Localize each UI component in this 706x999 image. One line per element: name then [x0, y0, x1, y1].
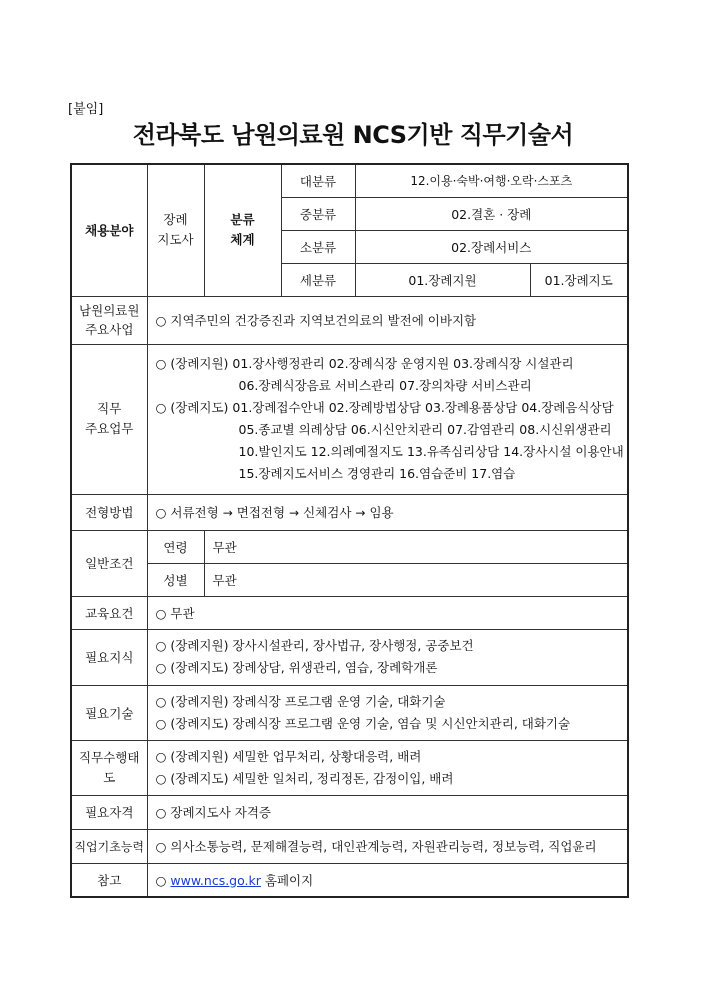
- knowledge-label: 필요지식: [71, 629, 147, 685]
- gender-value: 무관: [204, 563, 628, 596]
- bullet-icon: ○: [155, 805, 167, 820]
- business-value: [147, 296, 628, 344]
- knowledge-line: (장례지도) 장례상담, 위생관리, 염습, 장례학개론: [170, 660, 438, 675]
- duties-value: [147, 344, 628, 494]
- gender-label: 성별: [147, 563, 204, 596]
- education-row: [71, 596, 628, 629]
- duties-label: 직무 주요업무: [71, 344, 147, 494]
- bullet-icon: ○: [155, 313, 167, 328]
- arrow-icon: →: [222, 506, 233, 520]
- qualification-row: [71, 795, 628, 829]
- basic-ability-row: [71, 829, 628, 863]
- knowledge-row: [71, 629, 628, 685]
- skills-row: [71, 685, 628, 740]
- qualification-label: 필요자격: [71, 795, 147, 829]
- bullet-icon: ○: [155, 872, 167, 888]
- duty-line: 15.장례지도서비스 경영관리 16.염습준비 17.염습: [238, 466, 516, 481]
- business-label: 남원의료원 주요사업: [71, 296, 147, 344]
- class-sub-value-1: 01.장례지원: [355, 263, 530, 296]
- reference-suffix: 홈페이지: [260, 872, 314, 888]
- selection-step: 면접전형: [236, 505, 286, 520]
- education-text: 무관: [170, 605, 195, 621]
- selection-value: [147, 494, 628, 530]
- ncs-website-link[interactable]: www.ncs.go.kr: [170, 872, 261, 888]
- skills-line: (장례지도) 장례식장 프로그램 운영 기술, 염습 및 시신안치관리, 대화기술: [170, 715, 571, 731]
- knowledge-value: [147, 629, 628, 685]
- class-minor-label: 소분류: [281, 230, 355, 263]
- attitude-line: (장례지도) 세밀한 일처리, 정리정돈, 감정이입, 배려: [170, 770, 454, 786]
- bullet-icon: ○: [155, 638, 167, 653]
- class-sub-label: 세분류: [281, 263, 355, 296]
- attitude-label: 직무수행태 도: [71, 740, 147, 795]
- document-title: 전라북도 남원의료원 NCS기반 직무기술서: [132, 121, 574, 149]
- duty-line: ○ (장례지원) 01.장사행정관리 02.장례식장 운영지원 03.장례식장 시설관리: [155, 356, 574, 371]
- business-text: 지역주민의 건강증진과 지역보건의료의 발전에 이바지함: [170, 313, 477, 328]
- reference-label: 참고: [71, 863, 147, 897]
- duty-line: 06.장례식장음료 서비스관리 07.장의차량 서비스관리: [238, 378, 532, 393]
- duty-line: ○ (장례지도) 01.장례접수안내 02.장례방법상담 03.장례용품상담 04.장례음식상담: [155, 400, 614, 415]
- general-label: 일반조건: [71, 530, 147, 596]
- bullet-icon: ○: [155, 839, 167, 854]
- education-label: 교육요건: [71, 596, 147, 629]
- arrow-icon: →: [355, 506, 366, 520]
- selection-step: 신체검사: [303, 505, 352, 520]
- business-row: [71, 296, 628, 344]
- duty-line: 10.발인지도 12.의례예절지도 13.유족심리상담 14.장사시설 이용안내: [238, 444, 624, 459]
- basic-ability-text: 의사소통능력, 문제해결능력, 대인관계능력, 자원관리능력, 정보능력, 직업윤리: [170, 839, 597, 854]
- skills-value: [147, 685, 628, 740]
- skills-line: (장례지원) 장례식장 프로그램 운영 기술, 대화기술: [170, 693, 446, 709]
- selection-step: 임용: [369, 505, 394, 520]
- field-value: 장례 지도사: [147, 164, 204, 296]
- age-label: 연령: [147, 530, 204, 563]
- basic-ability-label: 직업기초능력: [71, 829, 147, 863]
- qualification-text: 장례지도사 자격증: [170, 805, 271, 820]
- education-value: [147, 596, 628, 629]
- general-row-gender: [71, 563, 628, 596]
- knowledge-line: (장례지원) 장사시설관리, 장사법규, 장사행정, 공중보건: [170, 638, 474, 653]
- bullet-icon: ○: [155, 693, 167, 709]
- arrow-icon: →: [289, 506, 300, 520]
- bullet-icon: ○: [155, 770, 167, 786]
- bullet-icon: ○: [155, 660, 167, 675]
- attitude-value: [147, 740, 628, 795]
- attitude-row: [71, 740, 628, 795]
- class-middle-value: 02.결혼 · 장례: [355, 197, 628, 230]
- bullet-icon: ○: [155, 715, 167, 731]
- class-minor-value: 02.장례서비스: [355, 230, 628, 263]
- job-description-table: [70, 163, 629, 898]
- reference-row: [71, 863, 628, 897]
- selection-step: 서류전형: [170, 505, 219, 520]
- field-label: 채용분야: [71, 164, 147, 296]
- bullet-icon: ○: [155, 605, 167, 621]
- field-row-major: [71, 164, 628, 197]
- bullet-icon: ○: [155, 748, 167, 764]
- classification-label: 분류 체계: [204, 164, 281, 296]
- selection-label: 전형방법: [71, 494, 147, 530]
- duty-line: 05.종교별 의례상담 06.시신안치관리 07.감염관리 08.시신위생관리: [238, 422, 612, 437]
- duties-row: [71, 344, 628, 494]
- class-middle-label: 중분류: [281, 197, 355, 230]
- basic-ability-value: [147, 829, 628, 863]
- attitude-line: (장례지원) 세밀한 업무처리, 상황대응력, 배려: [170, 748, 422, 764]
- skills-label: 필요기술: [71, 685, 147, 740]
- attachment-label: [붙임]: [68, 102, 104, 117]
- class-major-label: 대분류: [281, 164, 355, 197]
- qualification-value: [147, 795, 628, 829]
- class-major-value: 12.이용·숙박·여행·오락·스포츠: [355, 164, 628, 197]
- selection-row: [71, 494, 628, 530]
- general-row-age: [71, 530, 628, 563]
- reference-value: [147, 863, 628, 897]
- class-sub-value-2: 01.장례지도: [530, 263, 628, 296]
- age-value: 무관: [204, 530, 628, 563]
- bullet-icon: ○: [155, 505, 167, 520]
